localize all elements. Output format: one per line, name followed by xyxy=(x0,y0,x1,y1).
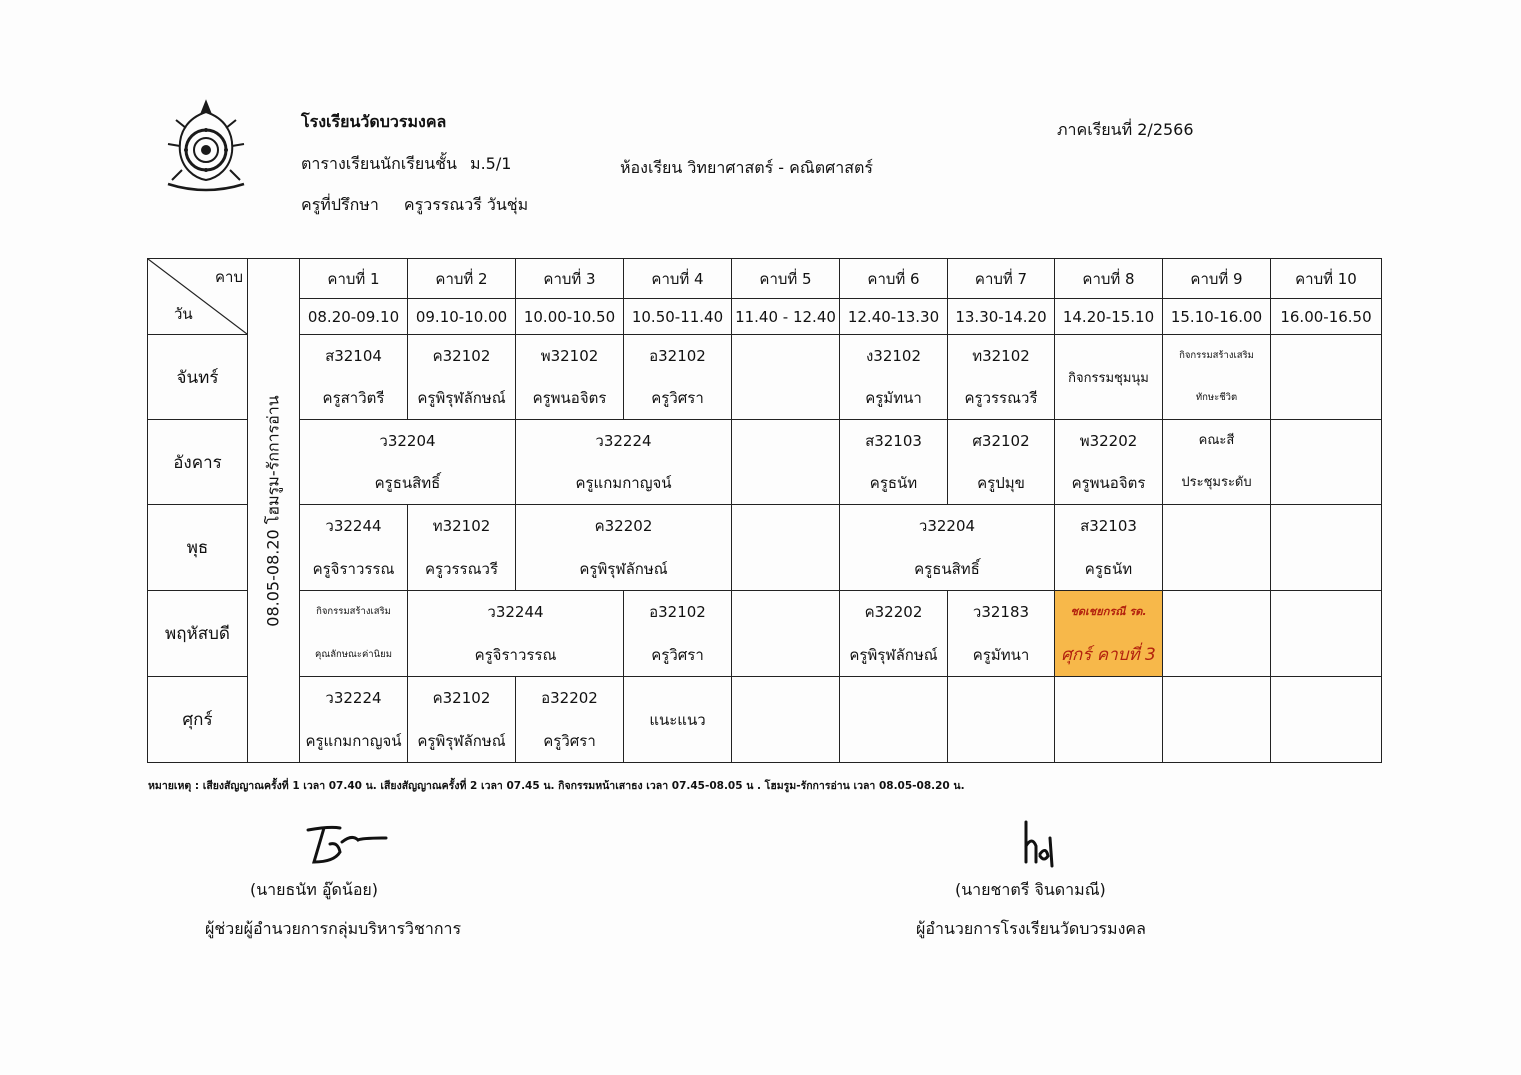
teacher-name: ครูพิรุฬลักษณ์ xyxy=(849,645,938,664)
teacher-name: ครูมัทนา xyxy=(972,645,1030,664)
teacher-name: ครูมัทนา xyxy=(865,389,922,407)
class-cell xyxy=(840,591,948,677)
teacher-name: ครูธนัท xyxy=(869,474,918,492)
activity-line: กิจกรรมสร้างเสริม xyxy=(1179,350,1254,361)
advisor-name: ครูวรรณวรี วันชุ่ม xyxy=(403,195,529,214)
school-emblem-logo xyxy=(158,98,254,202)
empty-cell xyxy=(1271,420,1382,505)
empty-cell xyxy=(1055,677,1163,763)
class-cell xyxy=(624,335,732,420)
subject-code: ง32102 xyxy=(865,347,922,365)
empty-cell xyxy=(732,677,840,763)
class-cell xyxy=(1055,505,1163,591)
empty-cell xyxy=(1163,677,1271,763)
day-label-wednesday: พุธ xyxy=(148,505,248,591)
period-time: 15.10-16.00 xyxy=(1163,299,1271,335)
class-cell xyxy=(516,505,732,591)
period-time: 13.30-14.20 xyxy=(948,299,1055,335)
teacher-name: ครูธนัท xyxy=(1084,559,1133,578)
subject-code: พ32102 xyxy=(540,347,599,365)
teacher-name: ครูพิรุฬลักษณ์ xyxy=(579,559,668,578)
teacher-name: ครูวิศรา xyxy=(543,731,596,750)
activity-line: ประชุมระดับ xyxy=(1181,475,1252,490)
corner-header-cell xyxy=(148,259,248,335)
teacher-name: ครูพนอจิตร xyxy=(532,389,607,407)
empty-cell xyxy=(732,420,840,505)
period-header: คาบที่ 7 xyxy=(948,259,1055,299)
subject-code: ว32204 xyxy=(379,432,436,450)
class-cell xyxy=(948,420,1055,505)
class-cell xyxy=(300,420,516,505)
activity-line: กิจกรรมสร้างเสริม xyxy=(316,606,391,618)
teacher-name: ครูพนอจิตร xyxy=(1071,474,1146,492)
corner-day-label: วัน xyxy=(174,305,193,323)
period-header: คาบที่ 4 xyxy=(624,259,732,299)
activity-line: คณะสี xyxy=(1198,433,1235,448)
subject-code: ท32102 xyxy=(972,347,1030,365)
subject-code: ว32244 xyxy=(325,517,382,536)
subject-code: ศ32102 xyxy=(972,432,1030,450)
day-label-thursday: พฤหัสบดี xyxy=(148,591,248,677)
homeroom-label: 08.05-08.20 โฮมรูม-รักการอ่าน xyxy=(263,394,282,627)
empty-cell xyxy=(1271,591,1382,677)
day-label-monday: จันทร์ xyxy=(148,335,248,420)
activity-cell xyxy=(1163,420,1271,505)
period-time: 14.20-15.10 xyxy=(1055,299,1163,335)
teacher-name: ครูวรรณวรี xyxy=(964,389,1038,407)
makeup-note: ชดเชยกรณี รด. xyxy=(1070,605,1147,619)
class-cell xyxy=(408,505,516,591)
day-label-tuesday: อังคาร xyxy=(148,420,248,505)
signer-left-title: ผู้ช่วยผู้อำนวยการกลุ่มบริหารวิชาการ xyxy=(205,919,462,938)
activity-cell: กิจกรรมชุมนุม xyxy=(1055,335,1163,420)
subject-code: อ32102 xyxy=(649,347,706,365)
teacher-name: ครูพิรุฬลักษณ์ xyxy=(417,731,506,750)
subject-code: ส32104 xyxy=(325,347,382,365)
subject-code: ว32244 xyxy=(487,603,544,622)
day-label-friday: ศุกร์ xyxy=(148,677,248,763)
activity-cell xyxy=(300,591,408,677)
class-cell xyxy=(624,591,732,677)
class-cell xyxy=(840,335,948,420)
empty-cell xyxy=(732,591,840,677)
subject-code: พ32202 xyxy=(1079,432,1138,450)
empty-cell xyxy=(732,505,840,591)
teacher-name: ครูแกมกาญจน์ xyxy=(575,474,672,492)
signer-right-title: ผู้อำนวยการโรงเรียนวัดบวรมงคล xyxy=(916,919,1146,938)
teacher-name: ครูธนสิทธิ์ xyxy=(914,559,980,578)
subject-code: ค32202 xyxy=(594,517,653,536)
subject-code: ค32102 xyxy=(432,347,491,365)
class-cell xyxy=(948,591,1055,677)
teacher-name: ครูสาวิตรี xyxy=(322,389,385,407)
timetable-title: ตารางเรียนนักเรียนชั้น xyxy=(301,154,457,173)
class-cell xyxy=(840,505,1055,591)
period-header: คาบที่ 5 xyxy=(732,259,840,299)
subject-code: ท32102 xyxy=(432,517,491,536)
class-cell xyxy=(1055,420,1163,505)
makeup-class-highlight-cell xyxy=(1055,591,1163,677)
advisor-row xyxy=(301,193,528,218)
period-header: คาบที่ 8 xyxy=(1055,259,1163,299)
subject-code: ว32183 xyxy=(972,603,1030,622)
period-header: คาบที่ 10 xyxy=(1271,259,1382,299)
empty-cell xyxy=(732,335,840,420)
class-cell xyxy=(300,335,408,420)
teacher-name: ครูวิศรา xyxy=(651,645,704,664)
signer-left-name: (นายธนัท อู๊ดน้อย) xyxy=(250,880,379,899)
subject-code: อ32202 xyxy=(541,689,598,708)
class-cell xyxy=(408,677,516,763)
teacher-name: ครูธนสิทธิ์ xyxy=(374,474,441,492)
period-header: คาบที่ 6 xyxy=(840,259,948,299)
signature-right xyxy=(1020,818,1060,870)
activity-cell xyxy=(1163,335,1271,420)
subject-code: ว32224 xyxy=(595,432,652,450)
empty-cell xyxy=(1271,505,1382,591)
timetable xyxy=(147,258,1382,763)
teacher-name: ครูปมุข xyxy=(977,474,1025,492)
class-cell xyxy=(516,420,732,505)
period-time: 10.50-11.40 xyxy=(624,299,732,335)
subject-code: อ32102 xyxy=(649,603,706,622)
corner-period-label: คาบ xyxy=(215,268,243,286)
period-header: คาบที่ 2 xyxy=(408,259,516,299)
class-cell xyxy=(408,591,624,677)
empty-cell xyxy=(1271,335,1382,420)
empty-cell xyxy=(1271,677,1382,763)
subject-code: ส32103 xyxy=(865,432,922,450)
teacher-name: ครูจิราวรรณ xyxy=(312,559,395,578)
homeroom-cell xyxy=(248,259,300,763)
empty-cell xyxy=(1163,505,1271,591)
period-time: 08.20-09.10 xyxy=(300,299,408,335)
period-time: 11.40 - 12.40 xyxy=(732,299,840,335)
period-time: 10.00-10.50 xyxy=(516,299,624,335)
subject-code: ว32224 xyxy=(325,689,382,708)
period-time: 12.40-13.30 xyxy=(840,299,948,335)
class-cell xyxy=(516,335,624,420)
teacher-name: ครูจิราวรรณ xyxy=(474,645,557,664)
period-header: คาบที่ 1 xyxy=(300,259,408,299)
teacher-name: ครูพิรุฬลักษณ์ xyxy=(417,389,506,407)
signer-right-name: (นายชาตรี จินดามณี) xyxy=(955,880,1106,899)
subject-code: ว32204 xyxy=(918,517,976,536)
subject-code: ค32202 xyxy=(864,603,923,622)
class-cell xyxy=(840,420,948,505)
school-name: โรงเรียนวัดบวรมงคล xyxy=(301,112,447,131)
period-header: คาบที่ 3 xyxy=(516,259,624,299)
guidance-cell: แนะแนว xyxy=(624,677,732,763)
class-cell xyxy=(408,335,516,420)
signature-left xyxy=(300,822,390,868)
term-label: ภาคเรียนที่ 2/2566 xyxy=(1057,120,1194,139)
class-cell xyxy=(300,505,408,591)
makeup-period: ศุกร์ คาบที่ 3 xyxy=(1061,644,1156,665)
activity-line: ทักษะชีวิต xyxy=(1195,392,1238,403)
empty-cell xyxy=(948,677,1055,763)
timetable-label xyxy=(301,152,511,177)
teacher-name: ครูวิศรา xyxy=(651,389,704,407)
empty-cell xyxy=(1163,591,1271,677)
class-name: ม.5/1 xyxy=(470,154,512,173)
class-cell xyxy=(948,335,1055,420)
period-header: คาบที่ 9 xyxy=(1163,259,1271,299)
period-time: 16.00-16.50 xyxy=(1271,299,1382,335)
empty-cell xyxy=(840,677,948,763)
footnote: หมายเหตุ : เสียงสัญญาณครั้งที่ 1 เวลา 07.40 น. เสียงสัญญาณครั้งที่ 2 เวลา 07.45 น. กิจกรรมหน้าเสาธง เวลา 07.45-08.05 น . โฮมรูม-รักการอ่าน เวลา 08.05-08.20 น. xyxy=(148,780,965,792)
room-label: ห้องเรียน วิทยาศาสตร์ - คณิตศาสตร์ xyxy=(620,158,873,177)
activity-line: คุณลักษณะค่านิยม xyxy=(315,648,392,660)
advisor-label: ครูที่ปรึกษา xyxy=(301,195,379,214)
teacher-name: ครูวรรณวรี xyxy=(424,559,499,578)
period-time: 09.10-10.00 xyxy=(408,299,516,335)
class-cell xyxy=(516,677,624,763)
class-cell xyxy=(300,677,408,763)
teacher-name: ครูแกมกาญจน์ xyxy=(305,731,402,750)
subject-code: ส32103 xyxy=(1080,517,1137,536)
subject-code: ค32102 xyxy=(432,689,491,708)
